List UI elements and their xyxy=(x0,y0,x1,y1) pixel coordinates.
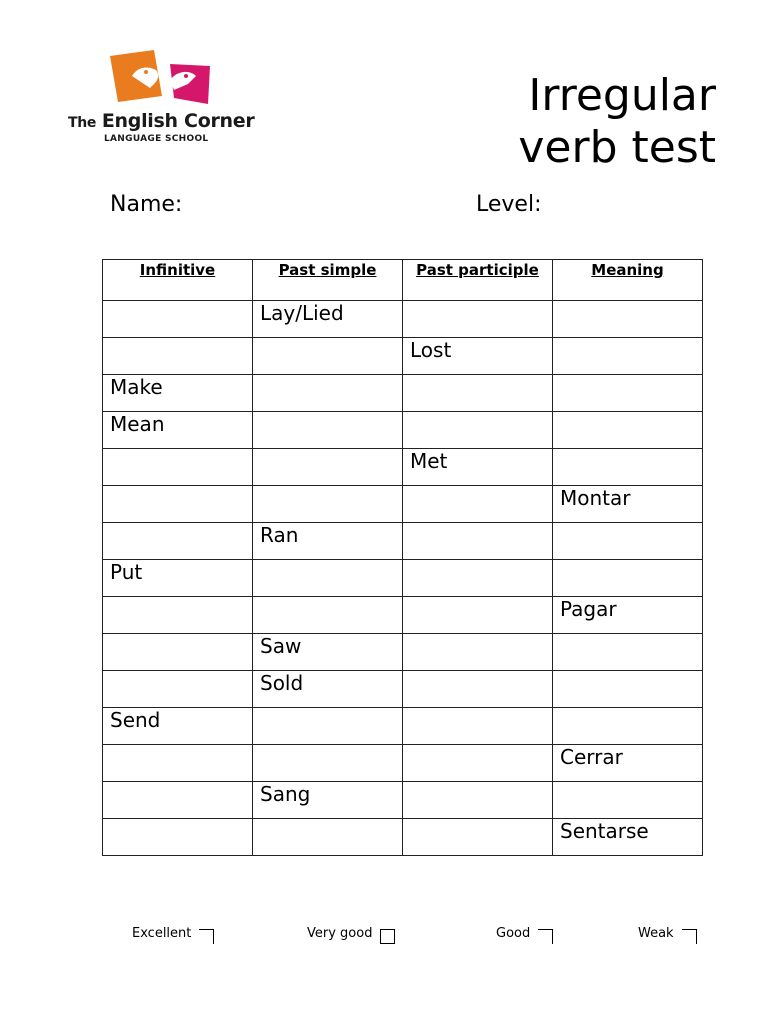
title-line-1: Irregular xyxy=(528,70,716,121)
table-row xyxy=(103,301,703,338)
header-past-participle: Past participle xyxy=(403,260,553,301)
table-row xyxy=(103,412,703,449)
cell-past-simple: Sang xyxy=(253,782,403,819)
cell-infinitive: Make xyxy=(103,375,253,412)
level-label: Level: xyxy=(476,192,542,217)
cell-past-simple[interactable] xyxy=(253,560,403,597)
cell-past-simple[interactable] xyxy=(253,412,403,449)
cell-past-simple[interactable] xyxy=(253,486,403,523)
header-meaning: Meaning xyxy=(553,260,703,301)
cell-meaning[interactable] xyxy=(553,449,703,486)
rating-excellent[interactable] xyxy=(132,926,214,941)
title-line-2: verb test xyxy=(518,122,716,173)
rating-good[interactable] xyxy=(496,926,553,941)
table-row xyxy=(103,597,703,634)
page-title xyxy=(518,70,716,174)
cell-past-simple: Lay/Lied xyxy=(253,301,403,338)
rating-label: Weak xyxy=(638,926,674,941)
cell-infinitive[interactable] xyxy=(103,597,253,634)
cell-past-participle[interactable] xyxy=(403,560,553,597)
header-infinitive: Infinitive xyxy=(103,260,253,301)
table-row xyxy=(103,708,703,745)
cell-meaning[interactable] xyxy=(553,375,703,412)
cell-past-simple[interactable] xyxy=(253,338,403,375)
cell-meaning[interactable] xyxy=(553,523,703,560)
table-row xyxy=(103,486,703,523)
logo-subtitle: LANGUAGE SCHOOL xyxy=(104,134,209,144)
cell-infinitive: Put xyxy=(103,560,253,597)
cell-past-simple: Saw xyxy=(253,634,403,671)
rating-very-good[interactable] xyxy=(307,926,395,941)
cell-meaning[interactable] xyxy=(553,412,703,449)
table-row xyxy=(103,819,703,856)
cell-meaning[interactable] xyxy=(553,560,703,597)
cell-past-simple[interactable] xyxy=(253,597,403,634)
cell-past-participle[interactable] xyxy=(403,597,553,634)
checkbox-icon[interactable] xyxy=(199,929,214,944)
cell-meaning: Pagar xyxy=(553,597,703,634)
cell-meaning[interactable] xyxy=(553,338,703,375)
cell-past-participle[interactable] xyxy=(403,375,553,412)
name-label: Name: xyxy=(110,192,183,217)
table-row xyxy=(103,523,703,560)
table-row xyxy=(103,338,703,375)
logo-title-prefix: The xyxy=(68,115,97,131)
rating-label: Good xyxy=(496,926,531,941)
cell-infinitive[interactable] xyxy=(103,671,253,708)
school-logo xyxy=(64,46,256,152)
cell-past-participle[interactable] xyxy=(403,486,553,523)
table-row xyxy=(103,560,703,597)
cell-meaning[interactable] xyxy=(553,782,703,819)
verb-table xyxy=(102,259,703,856)
cell-infinitive: Mean xyxy=(103,412,253,449)
cell-meaning[interactable] xyxy=(553,301,703,338)
cell-past-simple[interactable] xyxy=(253,375,403,412)
table-row xyxy=(103,782,703,819)
cell-infinitive: Send xyxy=(103,708,253,745)
rating-checkboxes xyxy=(0,926,768,952)
checkbox-icon[interactable] xyxy=(380,929,395,944)
table-row xyxy=(103,449,703,486)
cell-meaning[interactable] xyxy=(553,671,703,708)
cell-past-simple: Ran xyxy=(253,523,403,560)
cell-meaning[interactable] xyxy=(553,634,703,671)
cell-past-simple[interactable] xyxy=(253,745,403,782)
table-row xyxy=(103,745,703,782)
cell-past-participle[interactable] xyxy=(403,745,553,782)
logo-title xyxy=(68,110,254,132)
cell-past-participle[interactable] xyxy=(403,301,553,338)
cell-past-participle[interactable] xyxy=(403,782,553,819)
header-past-simple: Past simple xyxy=(253,260,403,301)
cell-infinitive[interactable] xyxy=(103,819,253,856)
checkbox-icon[interactable] xyxy=(538,929,553,944)
cell-past-participle[interactable] xyxy=(403,412,553,449)
rating-label: Excellent xyxy=(132,926,192,941)
cell-past-participle: Lost xyxy=(403,338,553,375)
cell-past-participle[interactable] xyxy=(403,708,553,745)
cell-infinitive[interactable] xyxy=(103,301,253,338)
cell-meaning[interactable] xyxy=(553,708,703,745)
cell-infinitive[interactable] xyxy=(103,523,253,560)
cell-infinitive[interactable] xyxy=(103,486,253,523)
checkbox-icon[interactable] xyxy=(682,929,697,944)
table-header-row xyxy=(103,260,703,301)
logo-title-name: English Corner xyxy=(101,110,255,132)
cell-infinitive[interactable] xyxy=(103,745,253,782)
cell-infinitive[interactable] xyxy=(103,634,253,671)
rating-label: Very good xyxy=(307,926,373,941)
cell-past-simple[interactable] xyxy=(253,708,403,745)
table-row xyxy=(103,634,703,671)
cell-meaning: Montar xyxy=(553,486,703,523)
rating-weak[interactable] xyxy=(638,926,697,941)
speech-bubbles-icon xyxy=(104,48,214,108)
cell-past-participle[interactable] xyxy=(403,671,553,708)
cell-past-participle[interactable] xyxy=(403,819,553,856)
cell-past-participle: Met xyxy=(403,449,553,486)
cell-past-participle[interactable] xyxy=(403,634,553,671)
cell-meaning: Sentarse xyxy=(553,819,703,856)
cell-meaning: Cerrar xyxy=(553,745,703,782)
table-row xyxy=(103,375,703,412)
table-row xyxy=(103,671,703,708)
cell-past-simple[interactable] xyxy=(253,449,403,486)
cell-infinitive[interactable] xyxy=(103,449,253,486)
cell-past-simple[interactable] xyxy=(253,819,403,856)
cell-infinitive[interactable] xyxy=(103,782,253,819)
cell-past-simple: Sold xyxy=(253,671,403,708)
cell-past-participle[interactable] xyxy=(403,523,553,560)
cell-infinitive[interactable] xyxy=(103,338,253,375)
